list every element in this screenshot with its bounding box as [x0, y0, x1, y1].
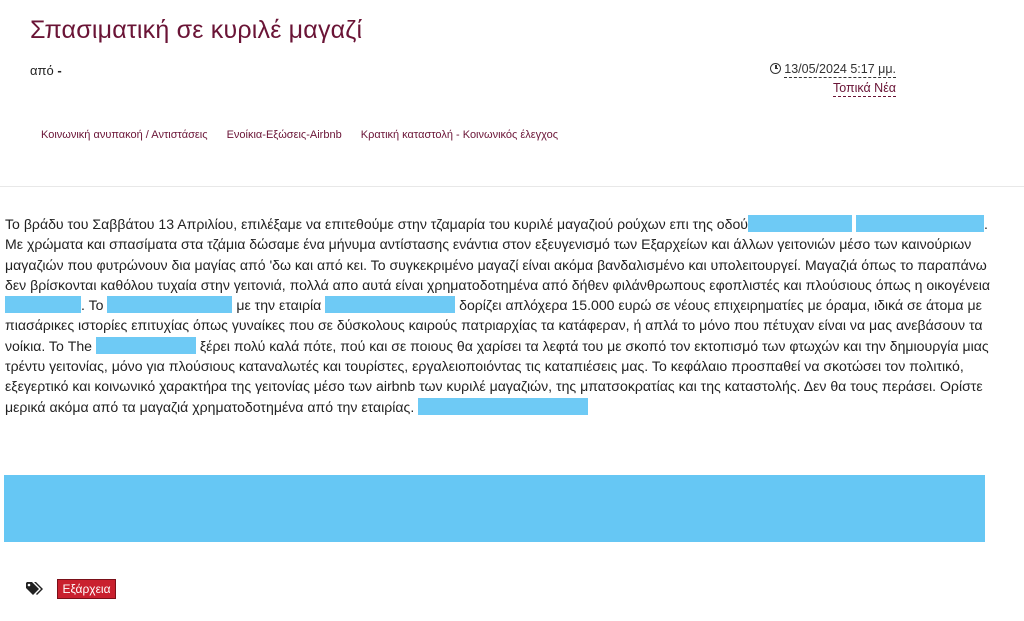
body-text: Το βράδυ του Σαββάτου 13 Απριλίου, επιλέξαμε να επιτεθούμε στην τζαμαρία του κυριλέ μαγαζιού ρούχων επι της οδού: [5, 216, 749, 232]
tags-icon: [25, 580, 47, 598]
byline: [30, 63, 62, 78]
body-text: με την εταιρία: [236, 297, 322, 314]
byline-prefix: από: [30, 63, 54, 78]
redaction-block: [107, 296, 232, 313]
body-text: δορίζει απλόχερα 15.000 ευρώ σε νέους επιχειρηματίες με όραμα, ιδικά σε άτομα με πιασάρικες ιστορίες επιτυχίας όπως γυναίκες που σε δύσκολους καιρούς πατριαρχίας τα κατάφεραν, ή απλά το μόνο που πέτυχαν είναι να μας ανεβάσουν τα νοίκια. Το The: [5, 297, 983, 354]
body-text: . Με χρώματα και σπασίματα στα τζάμια δώσαμε ένα μήνυμα αντίστασης ενάντια στον εξευγενισμό των Εξαρχείων και άλλων γειτονιών μέσο των καινούριων μαγαζιών που φυτρώνουν δια μαγίας από 'δω και από κει. Το συγκεκριμένο μαγαζί είναι ακόμα βανδαλισμένο και υπολειτουργεί. Μαγαζιά όπως το παραπάνω δεν βρίσκονται καθόλου τυχαία στην γειτονιά, πολλά απο αυτά είναι χρηματοδοτημένα από δήθεν φιλάνθρωπους εφοπλιστές και πλούσιους όπως η οικογένεια: [5, 216, 991, 293]
topic-link[interactable]: Ενοίκια-Εξώσεις-Airbnb: [226, 129, 342, 141]
category-link[interactable]: Τοπικά Νέα: [832, 81, 896, 95]
redaction-block: [418, 398, 588, 415]
topic-links: [41, 129, 574, 141]
redaction-block: [748, 215, 852, 232]
article-body: [5, 214, 1005, 417]
tag-chip[interactable]: Εξάρχεια: [57, 579, 115, 599]
redaction-block-large: [4, 475, 985, 542]
redaction-block: [5, 296, 81, 313]
divider: [0, 186, 1024, 187]
clock-icon: [770, 63, 781, 74]
body-text: . Το: [81, 297, 104, 314]
topic-link[interactable]: Κοινωνική ανυπακοή / Αντιστάσεις: [41, 129, 208, 141]
author-link[interactable]: -: [57, 63, 62, 78]
publish-date[interactable]: 13/05/2024 5:17 μμ.: [784, 62, 896, 76]
topic-link[interactable]: Κρατική καταστολή - Κοινωνικός έλεγχος: [360, 129, 559, 141]
redaction-block: [325, 296, 455, 313]
redaction-block: [96, 337, 196, 354]
body-text: ξέρει πολύ καλά πότε, πού και σε ποιους θα χαρίσει τα λεφτά του με σκοπό τον εκτοπισμό των φτωχών και την δημιουργία μιας τρέντυ γειτονίας, μόνο για πλούσιους καταναλωτές και τουρίστες, εργαλειοποιόντας τις καταπιέσεις μας. Το κεφάλαιο προσπαθεί να σκοτώσει τον πολιτικό, εξεγερτικό και κοινωνικό χαρακτήρα της γειτονίας μέσο των airbnb των κυριλέ μαγαζιών, της μπατσοκρατίας και της καταστολής. Δεν θα τους περάσει. Ορίστε μερικά ακόμα από τα μαγαζιά χρηματοδοτημένα από την εταιρίας.: [5, 337, 989, 415]
article-title: Σπασιματική σε κυριλέ μαγαζί: [30, 16, 363, 44]
redaction-block: [856, 215, 984, 232]
article-meta: [760, 62, 896, 97]
tag-list: [25, 579, 116, 599]
